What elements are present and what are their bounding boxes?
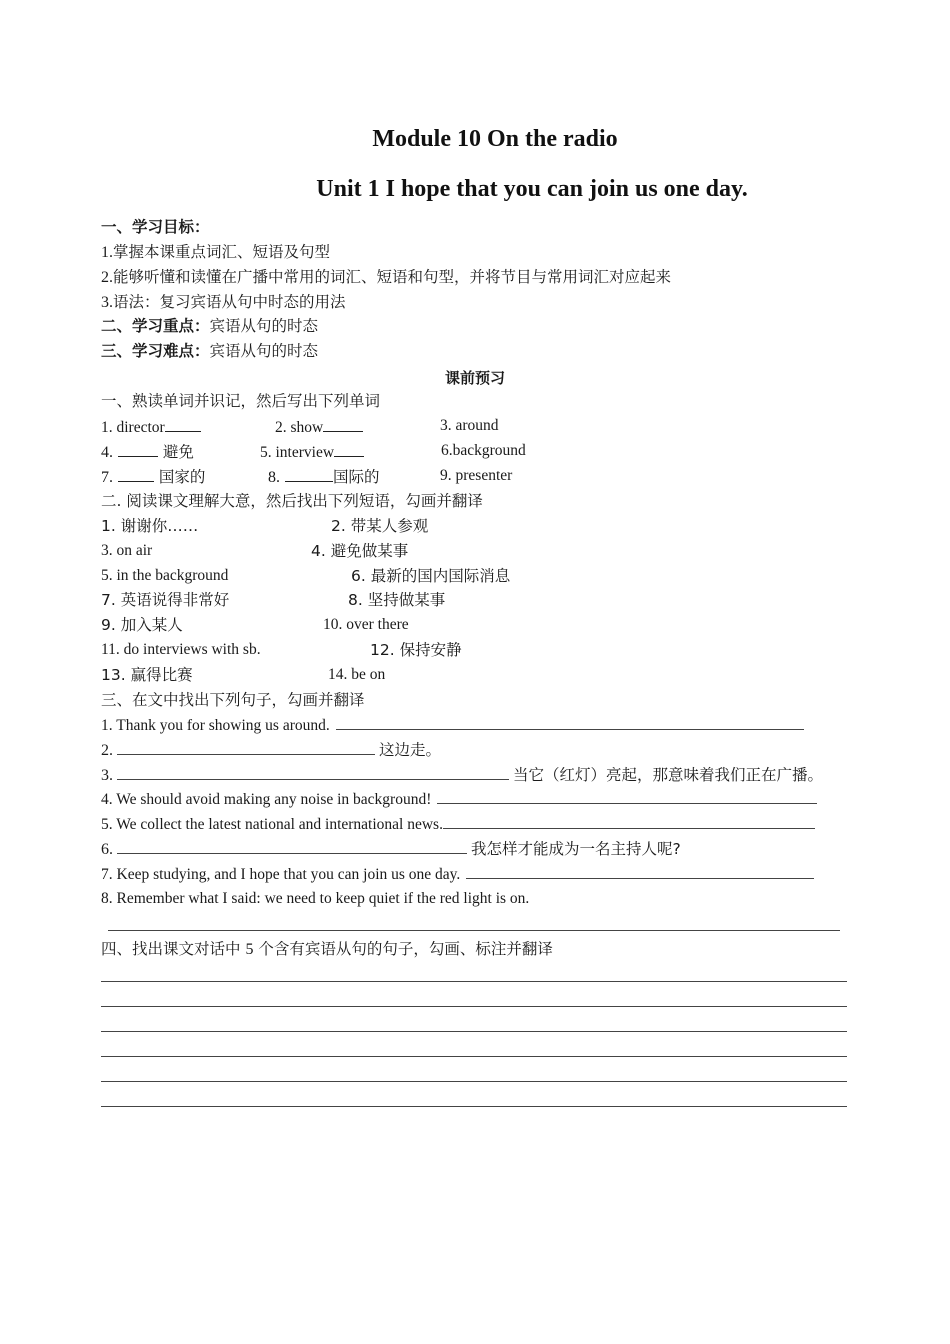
word-item: 3. around <box>440 417 499 434</box>
sentence-item: 2. 这边走。 <box>101 741 442 759</box>
sentence-item: 4. We should avoid making any noise in background! <box>101 789 817 810</box>
phrase-item: 3. on air <box>101 542 153 559</box>
answer-line[interactable] <box>117 740 375 755</box>
phrase-item: 2. 带某人参观 <box>331 517 429 535</box>
word-item: 9. presenter <box>440 467 513 484</box>
unit-title: Unit 1 I hope that you can join us one day. <box>316 176 748 202</box>
word-item: 1. director <box>101 416 201 438</box>
answer-line[interactable] <box>117 765 509 780</box>
answer-line[interactable] <box>108 930 840 931</box>
word-item: 5. interview <box>260 441 364 463</box>
answer-blank[interactable] <box>118 441 158 457</box>
phrase-item: 14. be on <box>328 666 386 683</box>
phrase-item: 6. 最新的国内国际消息 <box>351 567 511 585</box>
answer-line[interactable] <box>101 1081 847 1082</box>
phrase-item: 12. 保持安静 <box>370 641 462 659</box>
phrase-item: 5. in the background <box>101 567 229 584</box>
sentence-item: 1. Thank you for showing us around. <box>101 715 804 736</box>
answer-line[interactable] <box>101 1031 847 1032</box>
preview-heading: 课前预习 <box>444 369 505 387</box>
word-item: 4. 避免 <box>101 443 194 461</box>
phrase-item: 9. 加入某人 <box>101 616 183 634</box>
section3-heading: 三、在文中找出下列句子，勾画并翻译 <box>101 691 365 709</box>
answer-line[interactable] <box>101 981 847 982</box>
answer-blank[interactable] <box>323 416 363 432</box>
phrase-item: 1. 谢谢你…… <box>101 517 199 535</box>
goal-item: 3.语法：复习宾语从句中时态的用法 <box>101 293 346 311</box>
phrase-item: 11. do interviews with sb. <box>101 641 261 658</box>
phrase-item: 7. 英语说得非常好 <box>101 591 230 609</box>
section4-heading: 四、找出课文对话中 5 个含有宾语从句的句子，勾画、标注并翻译 <box>101 940 553 958</box>
section1-heading: 一、熟读单词并识记，然后写出下列单词 <box>101 392 381 410</box>
goal-item: 2.能够听懂和读懂在广播中常用的词汇、短语和句型，并将节目与常用词汇对应起来 <box>101 268 672 286</box>
sentence-item: 6. 我怎样才能成为一名主持人呢? <box>101 840 681 858</box>
word-item: 7. 国家的 <box>101 468 206 486</box>
answer-line[interactable] <box>101 1006 847 1007</box>
sentence-item: 7. Keep studying, and I hope that you can join us one day. <box>101 864 814 885</box>
phrase-item: 8. 坚持做某事 <box>348 591 446 609</box>
phrase-item: 10. over there <box>323 616 409 633</box>
answer-blank[interactable] <box>334 441 364 457</box>
answer-line[interactable] <box>466 864 814 879</box>
answer-line[interactable] <box>101 1106 847 1107</box>
word-item: 2. show <box>275 416 363 438</box>
goals-heading: 一、学习目标： <box>101 218 210 236</box>
module-title: Module 10 On the radio <box>372 126 618 152</box>
sentence-item: 5. We collect the latest national and international news. <box>101 814 815 835</box>
answer-blank[interactable] <box>165 416 201 432</box>
answer-blank[interactable] <box>285 466 333 482</box>
answer-line[interactable] <box>437 789 817 804</box>
answer-line[interactable] <box>443 814 815 829</box>
answer-line[interactable] <box>336 715 804 730</box>
answer-blank[interactable] <box>118 466 154 482</box>
phrase-item: 4. 避免做某事 <box>311 542 409 560</box>
key-point: 二、学习重点：宾语从句的时态 <box>101 317 319 335</box>
word-item: 8. 国际的 <box>268 468 380 486</box>
answer-line[interactable] <box>101 1056 847 1057</box>
answer-line[interactable] <box>117 839 467 854</box>
sentence-item: 8. Remember what I said: we need to keep quiet if the red light is on. <box>101 890 530 907</box>
section2-heading: 二. 阅读课文理解大意，然后找出下列短语，勾画并翻译 <box>101 492 483 510</box>
goal-item: 1.掌握本课重点词汇、短语及句型 <box>101 243 331 261</box>
difficult-point: 三、学习难点：宾语从句的时态 <box>101 342 319 360</box>
word-item: 6.background <box>441 442 526 459</box>
sentence-item: 3. 当它（红灯）亮起，那意味着我们正在广播。 <box>101 766 824 784</box>
phrase-item: 13. 赢得比赛 <box>101 666 193 684</box>
